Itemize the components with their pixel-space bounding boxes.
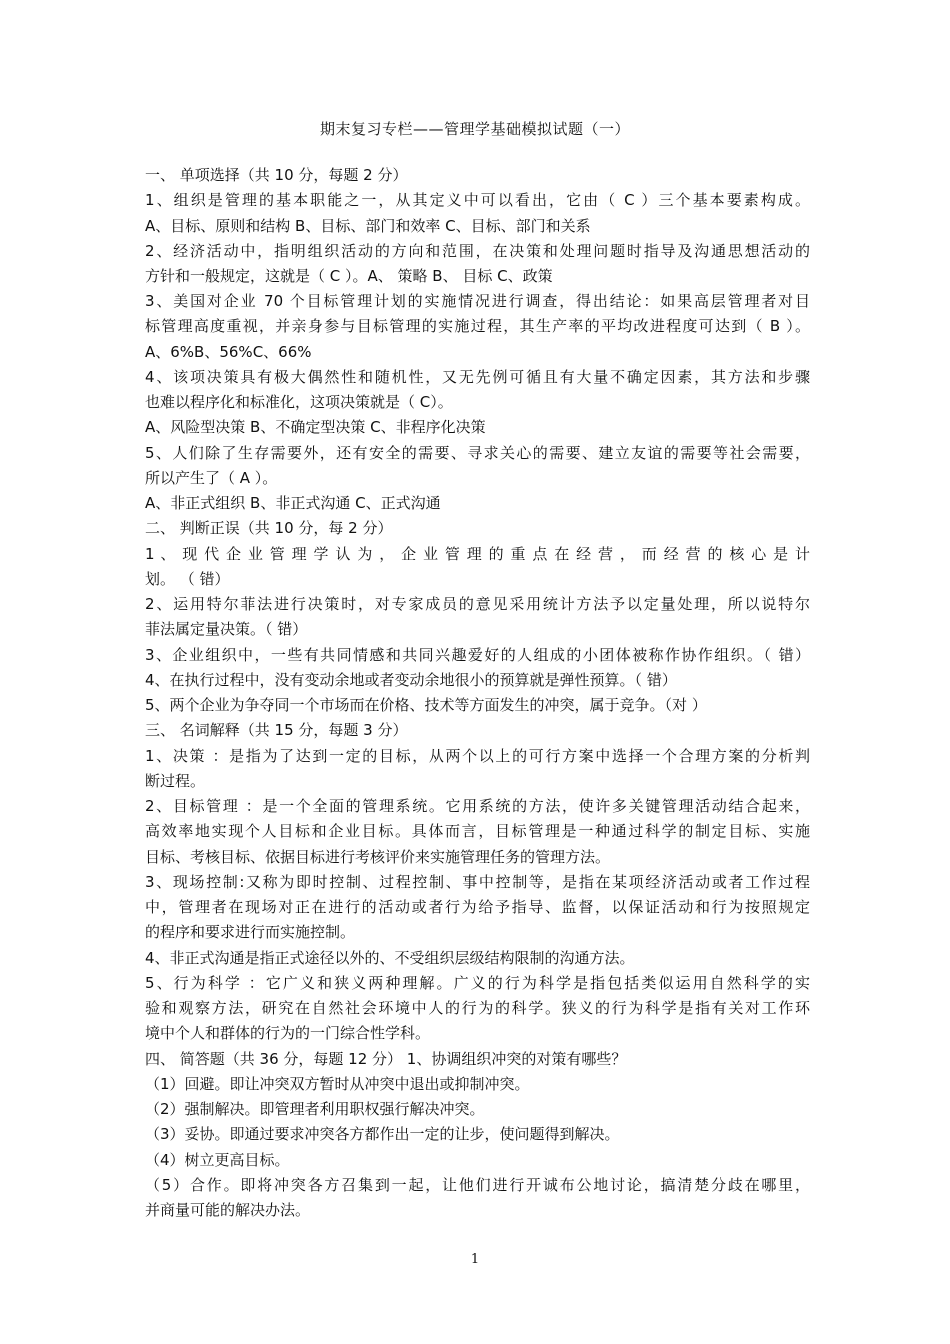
text-line: 3、美国对企业 70 个目标管理计划的实施情况进行调查，得出结论：如果高层管理者对目 bbox=[145, 292, 810, 310]
text-line: 境中个人和群体的行为的一门综合性学科。 bbox=[145, 1024, 431, 1042]
text-line: A、风险型决策 B、不确定型决策 C、非程序化决策 bbox=[145, 418, 486, 436]
text-line: 的程序和要求进行而实施控制。 bbox=[145, 923, 356, 941]
page-title: 期末复习专栏——管理学基础模拟试题（一） bbox=[319, 120, 630, 138]
text-line: 所以产生了（ A ）。 bbox=[145, 469, 278, 487]
text-line: 断过程。 bbox=[145, 772, 206, 790]
text-line: 中，管理者在现场对正在进行的活动或者行为给予指导、监督，以保证活动和行为按照规定 bbox=[145, 898, 810, 916]
text-line: 并商量可能的解决办法。 bbox=[145, 1201, 311, 1219]
text-line: 4、该项决策具有极大偶然性和随机性，又无先例可循且有大量不确定因素，其方法和步骤 bbox=[145, 368, 810, 386]
text-line: 二、 判断正误（共 10 分，每 2 分） bbox=[145, 519, 393, 537]
text-line: 3、企业组织中，一些有共同情感和共同兴趣爱好的人组成的小团体被称作协作组织。（ 错） bbox=[145, 646, 810, 664]
text-line: 验和观察方法，研究在自然社会环境中人的行为的科学。狭义的行为科学是指有关对工作环 bbox=[145, 999, 810, 1017]
text-line: 也难以程序化和标准化，这项决策就是（ C）。 bbox=[145, 393, 453, 411]
text-line: 菲法属定量决策。（ 错） bbox=[145, 620, 308, 638]
text-line: （2）强制解决。即管理者利用职权强行解决冲突。 bbox=[145, 1100, 485, 1118]
text-line: （4）树立更高目标。 bbox=[145, 1151, 290, 1169]
text-line: 5、人们除了生存需要外，还有安全的需要、寻求关心的需要、建立友谊的需要等社会需要， bbox=[145, 444, 810, 462]
text-line: 方针和一般规定，这就是（ C ）。A、 策略 B、 目标 C、政策 bbox=[145, 267, 553, 285]
text-line: 划。 （ 错） bbox=[145, 570, 230, 588]
text-line: 5、两个企业为争夺同一个市场而在价格、技术等方面发生的冲突，属于竞争。（对 ） bbox=[145, 696, 707, 714]
text-line: 三、 名词解释（共 15 分，每题 3 分） bbox=[145, 721, 408, 739]
text-line: 5、行为科学 ：它广义和狭义两种理解。广义的行为科学是指包括类似运用自然科学的实 bbox=[145, 974, 810, 992]
text-line: 4、在执行过程中，没有变动余地或者变动余地很小的预算就是弹性预算。（ 错） bbox=[145, 671, 677, 689]
text-line: 四、 简答题（共 36 分，每题 12 分） 1、协调组织冲突的对策有哪些？ bbox=[145, 1050, 627, 1068]
text-line: A、6%B、56%C、66% bbox=[145, 343, 312, 361]
text-line: A、非正式组织 B、非正式沟通 C、正式沟通 bbox=[145, 494, 441, 512]
text-line: 标管理高度重视，并亲身参与目标管理的实施过程，其生产率的平均改进程度可达到（ B ）。 bbox=[145, 317, 810, 335]
text-line: 2、经济活动中，指明组织活动的方向和范围，在决策和处理问题时指导及沟通思想活动的 bbox=[145, 242, 810, 260]
text-line: 1 、 现 代 企 业 管 理 学 认 为 ， 企 业 管 理 的 重 点 在 经 营 ， 而 经 营 的 核 心 是 计 bbox=[145, 545, 810, 563]
text-line: 1、组织是管理的基本职能之一，从其定义中可以看出，它由（ C ）三个基本要素构成。 bbox=[145, 191, 810, 209]
text-line: （5）合作。即将冲突各方召集到一起，让他们进行开诚布公地讨论，搞清楚分歧在哪里， bbox=[145, 1176, 810, 1194]
text-line: 1、决策 ：是指为了达到一定的目标，从两个以上的可行方案中选择一个合理方案的分析判 bbox=[145, 747, 810, 765]
text-line: （1）回避。即让冲突双方暂时从冲突中退出或抑制冲突。 bbox=[145, 1075, 530, 1093]
text-line: 4、非正式沟通是指正式途径以外的、不受组织层级结构限制的沟通方法。 bbox=[145, 949, 635, 967]
text-line: （3）妥协。即通过要求冲突各方都作出一定的让步，使问题得到解决。 bbox=[145, 1125, 620, 1143]
text-line: A、目标、原则和结构 B、目标、部门和效率 C、目标、部门和关系 bbox=[145, 217, 591, 235]
text-line: 2、运用特尔菲法进行决策时，对专家成员的意见采用统计方法予以定量处理，所以说特尔 bbox=[145, 595, 810, 613]
text-line: 3、现场控制:又称为即时控制、过程控制、事中控制等，是指在某项经济活动或者工作过程 bbox=[145, 873, 810, 891]
text-line: 一、 单项选择（共 10 分，每题 2 分） bbox=[145, 166, 408, 184]
text-line: 2、目标管理 ：是一个全面的管理系统。它用系统的方法，使许多关键管理活动结合起来， bbox=[145, 797, 810, 815]
page-number: 1 bbox=[470, 1252, 480, 1267]
text-line: 目标、考核目标、依据目标进行考核评价来实施管理任务的管理方法。 bbox=[145, 848, 611, 866]
text-line: 高效率地实现个人目标和企业目标。具体而言，目标管理是一种通过科学的制定目标、实施 bbox=[145, 822, 810, 840]
